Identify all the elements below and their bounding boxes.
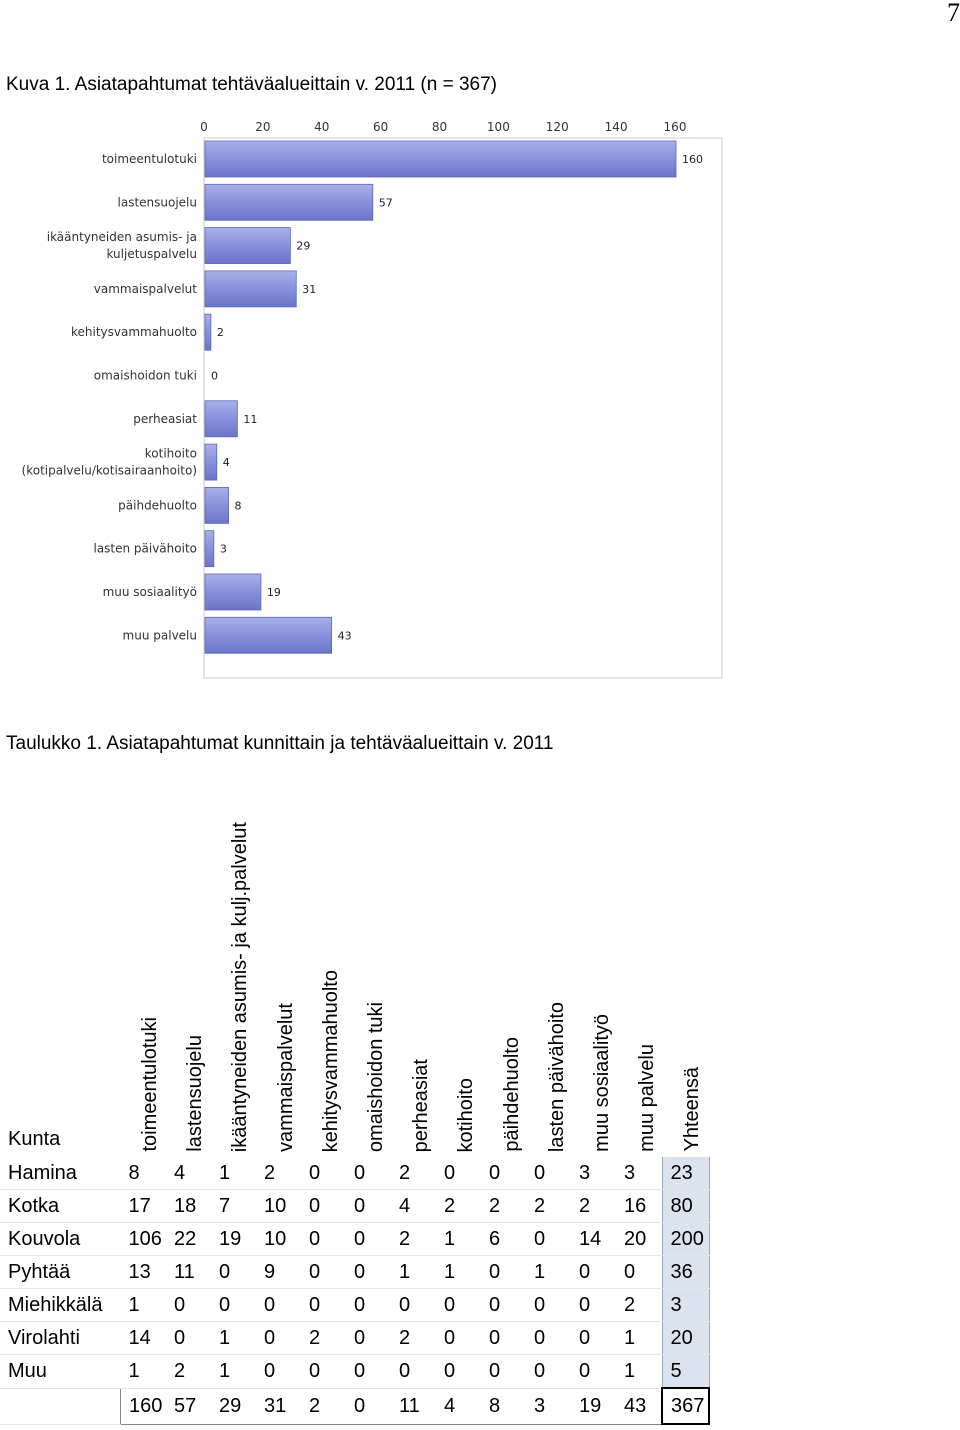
table-cell: 0	[301, 1289, 346, 1322]
table-cell: 16	[616, 1190, 662, 1223]
table-cell: 4	[391, 1190, 436, 1223]
table-cell: 4	[166, 1157, 211, 1190]
row-name: Kouvola	[0, 1223, 121, 1256]
page-number: 7	[947, 0, 960, 27]
category-label: omaishoidon tuki	[93, 368, 197, 383]
bar	[205, 184, 373, 220]
category-label: perheasiat	[133, 411, 197, 426]
table-cell: 106	[121, 1223, 167, 1256]
table-cell: 0	[346, 1223, 391, 1256]
table-cell: 6	[481, 1223, 526, 1256]
table-cell: 0	[436, 1355, 481, 1389]
table-cell: 0	[436, 1157, 481, 1190]
table-caption: Taulukko 1. Asiatapahtumat kunnittain ja tehtäväalueittain v. 2011	[6, 733, 554, 754]
total-cell: 3	[662, 1289, 709, 1322]
table-cell: 0	[571, 1256, 616, 1289]
table-cell: 22	[166, 1223, 211, 1256]
column-header: vammaispalvelut	[274, 1003, 297, 1152]
table-cell: 1	[211, 1355, 256, 1389]
table-cell: 9	[256, 1256, 301, 1289]
total-cell: 5	[662, 1355, 709, 1389]
table-cell: 7	[211, 1190, 256, 1223]
table-cell: 0	[211, 1289, 256, 1322]
table-cell: 3	[616, 1157, 662, 1190]
column-header: omaishoidon tuki	[365, 1001, 387, 1152]
table-cell: 0	[301, 1190, 346, 1223]
table-row	[0, 1256, 709, 1289]
column-header: päihdehuolto	[500, 1037, 523, 1152]
table-cell: 0	[256, 1289, 301, 1322]
total-cell: 23	[662, 1157, 709, 1190]
table-row	[0, 1223, 709, 1256]
data-label: 0	[211, 369, 218, 383]
x-tick-label: 80	[431, 120, 448, 134]
bar	[205, 487, 229, 523]
table-cell: 19	[571, 1388, 616, 1424]
data-label: 160	[682, 153, 703, 166]
category-label: ikääntyneiden asumis- ja	[46, 230, 197, 245]
table-cell: 57	[166, 1388, 211, 1424]
bar	[205, 531, 214, 567]
column-header: Yhteensä	[681, 1067, 704, 1152]
table-cell: 1	[436, 1256, 481, 1289]
table-cell: 2	[391, 1223, 436, 1256]
table-cell: 0	[346, 1322, 391, 1355]
bar	[205, 314, 211, 350]
column-header: lastensuojelu	[184, 1035, 207, 1152]
table-cell: 13	[121, 1256, 167, 1289]
table-cell: 0	[481, 1157, 526, 1190]
bar-chart	[0, 110, 960, 700]
column-header: ikääntyneiden asumis- ja kulj.palvelut	[229, 821, 252, 1152]
table-cell: 2	[526, 1190, 571, 1223]
table-cell: 2	[391, 1157, 436, 1190]
table-cell: 1	[121, 1355, 167, 1389]
table-cell: 1	[616, 1355, 662, 1389]
category-label: kuljetuspalvelu	[106, 247, 197, 262]
category-label: (kotipalvelu/kotisairaanhoito)	[21, 463, 197, 478]
data-label: 43	[337, 629, 352, 643]
table-cell: 0	[616, 1256, 662, 1289]
table-cell: 1	[616, 1322, 662, 1355]
table-cell: 2	[301, 1388, 346, 1424]
data-label: 19	[266, 586, 281, 599]
data-table	[0, 1157, 710, 1425]
category-label: lasten päivähoito	[93, 541, 197, 556]
table-cell: 10	[256, 1223, 301, 1256]
category-label: muu palvelu	[122, 628, 197, 643]
table-cell: 31	[256, 1388, 301, 1424]
table-cell: 0	[481, 1289, 526, 1322]
total-cell: 200	[662, 1223, 709, 1256]
x-tick-label: 120	[545, 120, 569, 134]
table-cell: 3	[526, 1388, 571, 1424]
bar	[205, 574, 261, 610]
table-cell: 0	[481, 1355, 526, 1389]
table-cell: 0	[571, 1289, 616, 1322]
table-cell: 0	[391, 1355, 436, 1389]
table-cell: 2	[481, 1190, 526, 1223]
table-cell: 0	[526, 1355, 571, 1389]
table-cell: 2	[436, 1190, 481, 1223]
table-cell: 0	[301, 1256, 346, 1289]
data-label: 4	[222, 456, 230, 470]
table-cell: 0	[436, 1322, 481, 1355]
x-tick-label: 0	[200, 120, 208, 134]
table-cell: 0	[346, 1256, 391, 1289]
table-cell: 1	[211, 1322, 256, 1355]
table-cell: 0	[526, 1223, 571, 1256]
total-cell: 36	[662, 1256, 709, 1289]
column-header: kehitysvammahuolto	[319, 969, 342, 1152]
table-cell: 0	[526, 1289, 571, 1322]
x-tick-label: 60	[372, 120, 389, 134]
row-name	[0, 1388, 121, 1424]
table-cell: 14	[571, 1223, 616, 1256]
table-cell: 11	[166, 1256, 211, 1289]
bar	[205, 141, 676, 177]
x-tick-label: 160	[663, 120, 687, 134]
table-cell: 2	[256, 1157, 301, 1190]
bar	[205, 228, 290, 264]
table-cell: 18	[166, 1190, 211, 1223]
table-cell: 0	[526, 1322, 571, 1355]
bar	[205, 271, 296, 307]
table-cell: 0	[481, 1256, 526, 1289]
table-row	[0, 1157, 709, 1190]
table-cell: 0	[571, 1355, 616, 1389]
column-header: toimeentulotuki	[139, 1017, 161, 1152]
category-label: kotihoito	[144, 446, 197, 461]
table-cell: 0	[256, 1355, 301, 1389]
figure-caption: Kuva 1. Asiatapahtumat tehtäväalueittain v. 2011 (n = 367)	[6, 74, 497, 95]
table-cell: 0	[346, 1388, 391, 1424]
table-cell: 1	[121, 1289, 167, 1322]
table-cell: 1	[211, 1157, 256, 1190]
category-label: lastensuojelu	[117, 195, 197, 210]
table-cell: 19	[211, 1223, 256, 1256]
column-header: muu palvelu	[636, 1044, 659, 1152]
table-cell: 17	[121, 1190, 167, 1223]
table-cell: 0	[211, 1256, 256, 1289]
table-row	[0, 1355, 709, 1389]
data-label: 11	[243, 412, 258, 426]
table-cell: 0	[166, 1322, 211, 1355]
table-row	[0, 1289, 709, 1322]
table-cell: 0	[571, 1322, 616, 1355]
bar	[205, 401, 237, 437]
row-name: Kotka	[0, 1190, 121, 1223]
table-cell: 4	[436, 1388, 481, 1424]
table-cell: 0	[436, 1289, 481, 1322]
row-name: Hamina	[0, 1157, 121, 1190]
table-cell: 0	[391, 1289, 436, 1322]
table-cell: 8	[481, 1388, 526, 1424]
table-cell: 0	[526, 1157, 571, 1190]
bar	[205, 617, 332, 653]
data-label: 8	[234, 499, 242, 513]
bar	[205, 444, 217, 480]
table-cell: 14	[121, 1322, 167, 1355]
table-cell: 29	[211, 1388, 256, 1424]
total-cell: 367	[662, 1388, 709, 1424]
table-cell: 0	[346, 1190, 391, 1223]
table-cell: 1	[391, 1256, 436, 1289]
row-name: Pyhtää	[0, 1256, 121, 1289]
table-cell: 1	[526, 1256, 571, 1289]
total-cell: 20	[662, 1322, 709, 1355]
total-cell: 80	[662, 1190, 709, 1223]
table-cell: 0	[301, 1355, 346, 1389]
table-cell: 0	[346, 1355, 391, 1389]
data-label: 31	[302, 282, 317, 296]
table-cell: 2	[166, 1355, 211, 1389]
data-label: 2	[216, 326, 224, 340]
table-cell: 2	[616, 1289, 662, 1322]
table-cell: 0	[256, 1322, 301, 1355]
table-cell: 0	[346, 1289, 391, 1322]
table-cell: 43	[616, 1388, 662, 1424]
x-tick-label: 20	[255, 120, 271, 134]
table-cell: 0	[166, 1289, 211, 1322]
data-label: 3	[219, 542, 227, 556]
column-header: lasten päivähoito	[545, 1001, 568, 1152]
column-header: perheasiat	[410, 1058, 433, 1152]
table-row-header-label: Kunta	[8, 1128, 61, 1150]
table-cell: 3	[571, 1157, 616, 1190]
row-name: Miehikkälä	[0, 1289, 121, 1322]
table-cell: 2	[391, 1322, 436, 1355]
table-cell: 20	[616, 1223, 662, 1256]
column-header: muu sosiaalityö	[591, 1014, 613, 1152]
table-cell: 11	[391, 1388, 436, 1424]
table-cell: 10	[256, 1190, 301, 1223]
table-cell: 2	[301, 1322, 346, 1355]
row-name: Virolahti	[0, 1322, 121, 1355]
category-label: päihdehuolto	[118, 498, 197, 513]
table-cell: 0	[301, 1157, 346, 1190]
table-cell: 0	[301, 1223, 346, 1256]
category-label: muu sosiaalityö	[102, 585, 197, 599]
x-tick-label: 40	[314, 120, 330, 134]
x-tick-label: 100	[486, 120, 510, 134]
table-row	[0, 1322, 709, 1355]
category-label: kehitysvammahuolto	[70, 325, 197, 340]
data-label: 57	[378, 196, 393, 210]
category-label: vammaispalvelut	[93, 281, 197, 296]
row-name: Muu	[0, 1355, 121, 1389]
table-row	[0, 1190, 709, 1223]
category-label: toimeentulotuki	[101, 152, 197, 166]
totals-row	[0, 1388, 709, 1424]
table-cell: 1	[436, 1223, 481, 1256]
data-label: 29	[296, 239, 311, 253]
table-cell: 0	[481, 1322, 526, 1355]
table-cell: 160	[121, 1388, 167, 1424]
column-header: kotihoito	[455, 1077, 478, 1152]
x-tick-label: 140	[604, 120, 628, 134]
table-cell: 8	[121, 1157, 167, 1190]
table-cell: 0	[346, 1157, 391, 1190]
table-cell: 2	[571, 1190, 616, 1223]
